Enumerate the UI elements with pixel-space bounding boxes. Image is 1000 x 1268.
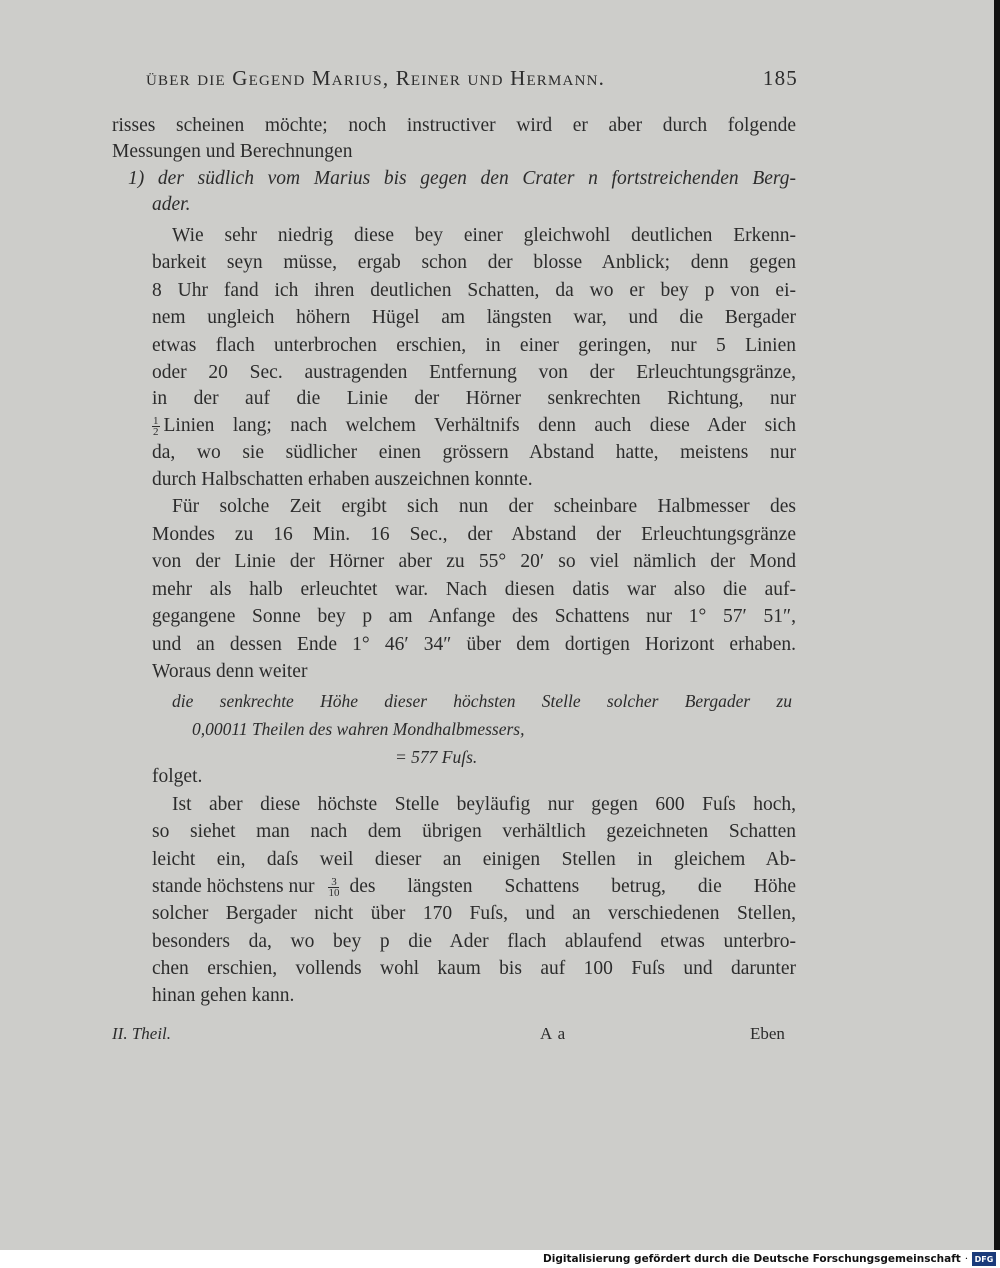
text-line: durch Halbschatten erhaben auszeichnen konnte.	[152, 469, 533, 490]
text-line: gegangene Sonne bey p am Anfange des Schattens nur 1° 57′ 51″,	[152, 606, 796, 627]
text-line: oder 20 Sec. austragenden Entfernung von der Erleuchtungsgränze,	[152, 362, 796, 383]
text-line: barkeit seyn müsse, ergab schon der blosse Anblick; denn gegen	[152, 252, 796, 273]
formula-result: = 577 Fuſs.	[395, 747, 478, 767]
banner-text: Digitalisierung gefördert durch die Deutsche Forschungsgemeinschaft	[543, 1253, 961, 1265]
text-segment: des längsten Schattens betrug, die Höhe	[349, 876, 796, 897]
text-line: besonders da, wo bey p die Ader flach ablaufend etwas unterbro-	[152, 931, 796, 952]
dfg-logo-icon: DFG	[972, 1252, 996, 1266]
text-line: risses scheinen möchte; noch instructiver wird er aber durch folgende	[112, 115, 796, 136]
page-number: 185	[762, 66, 798, 90]
text-line: in der auf die Linie der Hörner senkrechten Richtung, nur	[152, 388, 796, 409]
text-line: von der Linie der Hörner aber zu 55° 20′ so viel nämlich der Mond	[152, 551, 796, 572]
text-line: nem ungleich höhern Hügel am längsten war, und die Bergader	[152, 307, 796, 328]
text-line: leicht ein, daſs weil dieser an einigen Stellen in gleichem Ab-	[152, 849, 796, 870]
funding-banner	[0, 1250, 1000, 1268]
text-line: ader.	[152, 194, 191, 215]
text-line-with-fraction	[152, 413, 796, 439]
separator-dot: ·	[964, 1253, 968, 1265]
text-line: so siehet man nach dem übrigen verhältlich gezeichneten Schatten	[152, 821, 796, 842]
text-line: Linien lang; nach welchem Verhältnifs denn auch diese Ader sich	[163, 415, 796, 436]
text-line: mehr als halb erleuchtet war. Nach diesen datis war also die auf-	[152, 579, 796, 600]
fraction-half: $\frac{1}{2}$	[153, 414, 159, 438]
text-line-with-fraction	[152, 874, 796, 900]
text-line: Messungen und Berechnungen	[112, 141, 353, 162]
text-line: Ist aber diese höchste Stelle beyläufig nur gegen 600 Fuſs hoch,	[172, 794, 796, 815]
text-line: 1) der südlich vom Marius bis gegen den Crater n fortstreichenden Berg-	[128, 168, 796, 189]
formula-line: 0,00011 Theilen des wahren Mondhalbmessers,	[192, 719, 525, 739]
signature-mark: II. Theil.	[112, 1024, 172, 1043]
text-line: und an dessen Ende 1° 46′ 34″ über dem dortigen Horizont erhaben.	[152, 634, 796, 655]
text-line: da, wo sie südlicher einen grössern Abstand hatte, meistens nur	[152, 442, 796, 463]
text-segment: stande höchstens nur	[152, 876, 315, 897]
text-line: etwas flach unterbrochen erschien, in einer geringen, nur 5 Linien	[152, 335, 796, 356]
text-line: Für solche Zeit ergibt sich nun der scheinbare Halbmesser des	[172, 496, 796, 517]
text-line: chen erschien, vollends wohl kaum bis auf 100 Fuſs und darunter	[152, 958, 796, 979]
text-line: solcher Bergader nicht über 170 Fuſs, und an verschiedenen Stellen,	[152, 903, 796, 924]
catchword: Eben	[750, 1024, 785, 1043]
signature-letters: A a	[540, 1024, 567, 1043]
text-line: Wie sehr niedrig diese bey einer gleichwohl deutlichen Erkenn-	[172, 225, 796, 246]
text-line: 8 Uhr fand ich ihren deutlichen Schatten, da wo er bey p von ei-	[152, 280, 796, 301]
running-title: über die Gegend Marius, Reiner und Hermann.	[146, 66, 606, 90]
text-line: Mondes zu 16 Min. 16 Sec., der Abstand der Erleuchtungsgränze	[152, 524, 796, 545]
text-line: folget.	[152, 766, 203, 787]
text-line: Woraus denn weiter	[152, 661, 308, 682]
fraction-three-tenths: $\frac{3}{10}$	[328, 875, 340, 899]
text-line: hinan gehen kann.	[152, 985, 295, 1006]
running-header	[146, 66, 798, 91]
formula-line: die senkrechte Höhe dieser höchsten Stelle solcher Bergader zu	[172, 691, 792, 711]
